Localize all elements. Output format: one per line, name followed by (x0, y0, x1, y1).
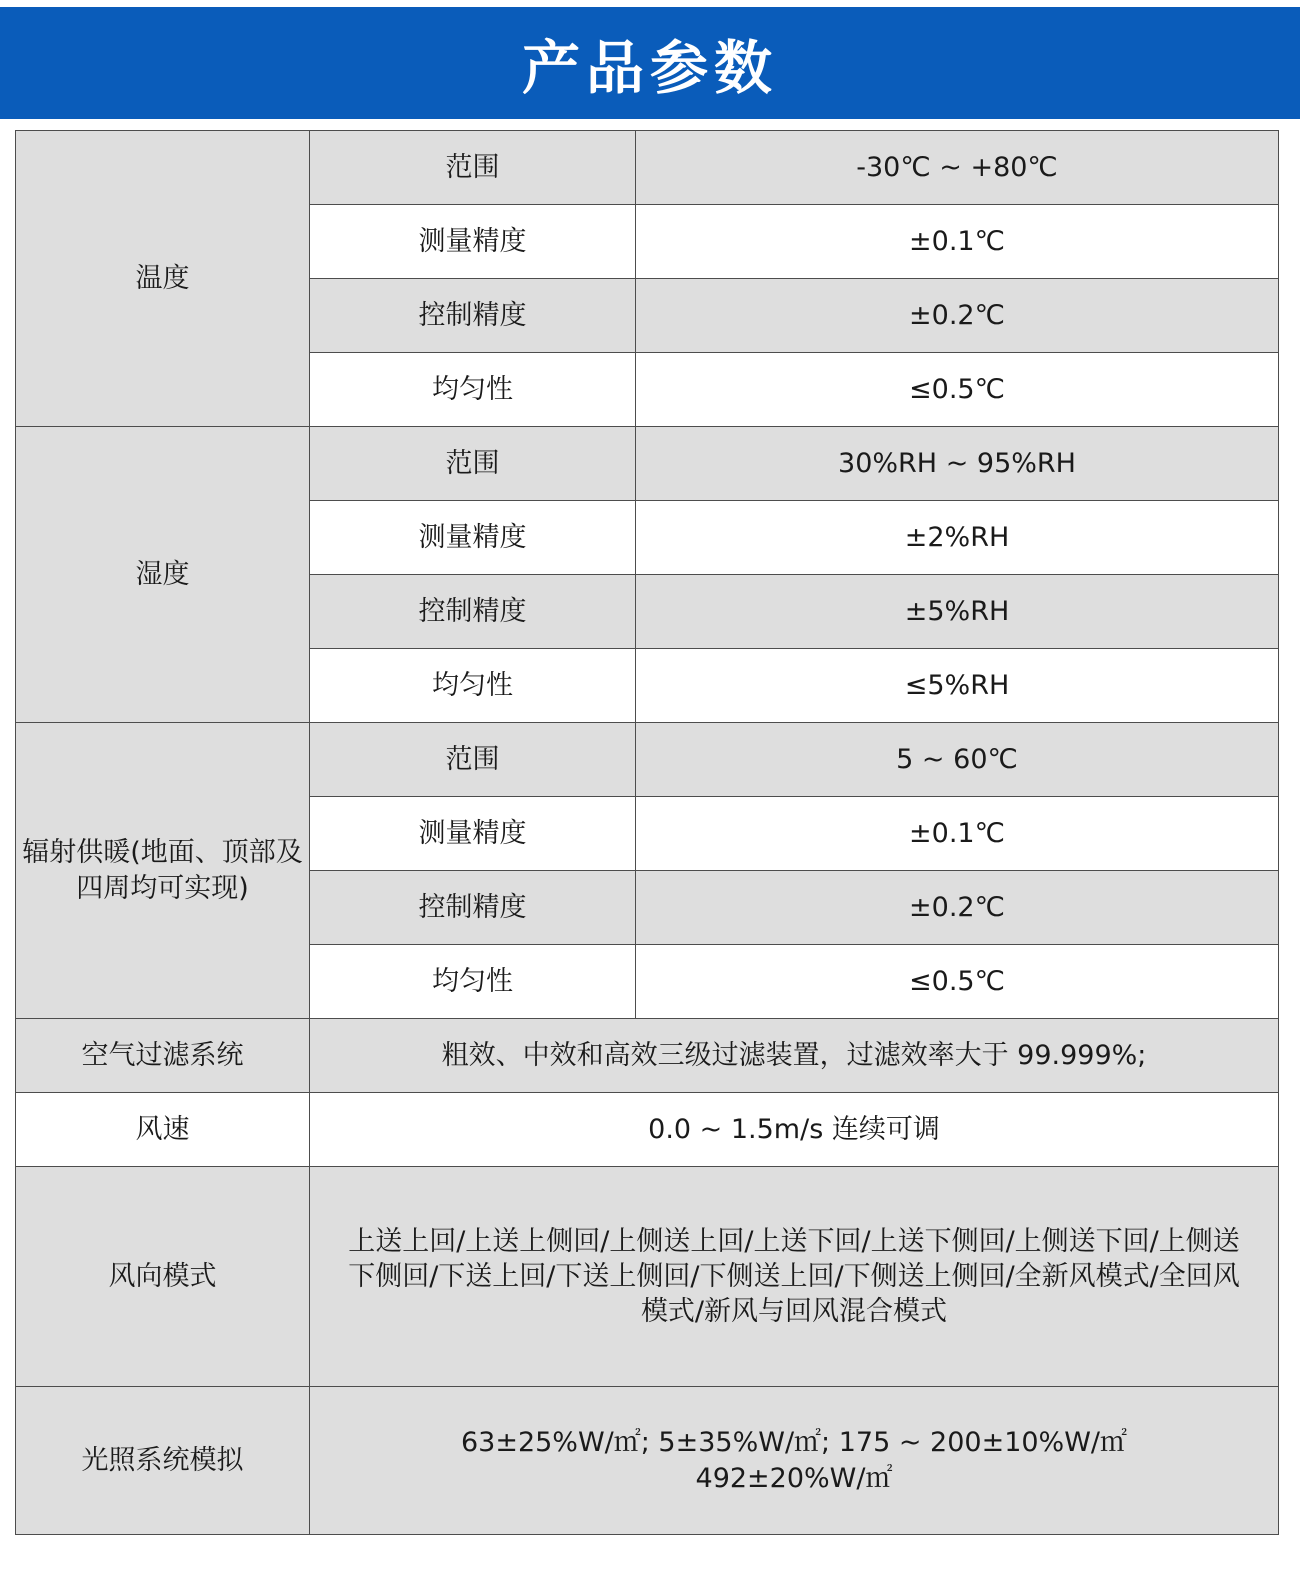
value-line: 下侧回/下送上回/下送上侧回/下侧送上回/下侧送上侧回/全新风模式/全回风 (348, 1260, 1240, 1292)
param-cell: 测量精度 (310, 501, 636, 575)
param-cell: 范围 (310, 131, 636, 205)
param-cell: 测量精度 (310, 205, 636, 279)
param-cell: 控制精度 (310, 575, 636, 649)
value-cell: ±0.2℃ (636, 871, 1279, 945)
category-label-line2: 四周均可实现) (76, 872, 249, 904)
table-row (16, 1093, 1279, 1167)
value-cell: ±0.2℃ (636, 279, 1279, 353)
value-cell: -30℃ ~ +80℃ (636, 131, 1279, 205)
category-humidity: 湿度 (16, 427, 310, 723)
value-line: 492±20%W/㎡ (695, 1462, 893, 1494)
category-wind-speed: 风速 (16, 1093, 310, 1167)
table-row (16, 427, 1279, 501)
category-radiant-heating (16, 723, 310, 1019)
value-cell: ±0.1℃ (636, 205, 1279, 279)
table-row (16, 1019, 1279, 1093)
table-row (16, 131, 1279, 205)
table-row (16, 723, 1279, 797)
param-cell: 控制精度 (310, 871, 636, 945)
value-cell (310, 1387, 1279, 1535)
value-cell: ±2%RH (636, 501, 1279, 575)
value-cell: 30%RH ~ 95%RH (636, 427, 1279, 501)
value-cell (310, 1167, 1279, 1387)
category-temperature: 温度 (16, 131, 310, 427)
value-cell: ≤0.5℃ (636, 945, 1279, 1019)
value-cell: ≤5%RH (636, 649, 1279, 723)
param-cell: 范围 (310, 427, 636, 501)
header-banner (0, 7, 1300, 119)
value-cell: ≤0.5℃ (636, 353, 1279, 427)
table-row (16, 1387, 1279, 1535)
param-cell: 控制精度 (310, 279, 636, 353)
param-cell: 均匀性 (310, 649, 636, 723)
value-cell: ±5%RH (636, 575, 1279, 649)
value-line: 模式/新风与回风混合模式 (640, 1296, 948, 1328)
table-row (16, 1167, 1279, 1387)
param-cell: 测量精度 (310, 797, 636, 871)
category-lighting: 光照系统模拟 (16, 1387, 310, 1535)
page-title: 产品参数 (521, 34, 778, 102)
param-cell: 均匀性 (310, 353, 636, 427)
value-line: 63±25%W/㎡; 5±35%W/㎡; 175 ~ 200±10%W/㎡ (460, 1427, 1128, 1459)
value-cell: 粗效、中效和高效三级过滤装置，过滤效率大于 99.999%; (310, 1019, 1279, 1093)
param-cell: 均匀性 (310, 945, 636, 1019)
value-cell: ±0.1℃ (636, 797, 1279, 871)
spec-table (15, 130, 1279, 1535)
param-cell: 范围 (310, 723, 636, 797)
value-cell: 0.0 ~ 1.5m/s 连续可调 (310, 1093, 1279, 1167)
category-label-line1: 辐射供暖(地面、顶部及 (22, 837, 303, 869)
category-wind-direction: 风向模式 (16, 1167, 310, 1387)
value-line: 上送上回/上送上侧回/上侧送上回/上送下回/上送下侧回/上侧送下回/上侧送 (348, 1225, 1240, 1257)
category-air-filter: 空气过滤系统 (16, 1019, 310, 1093)
value-cell: 5 ~ 60℃ (636, 723, 1279, 797)
